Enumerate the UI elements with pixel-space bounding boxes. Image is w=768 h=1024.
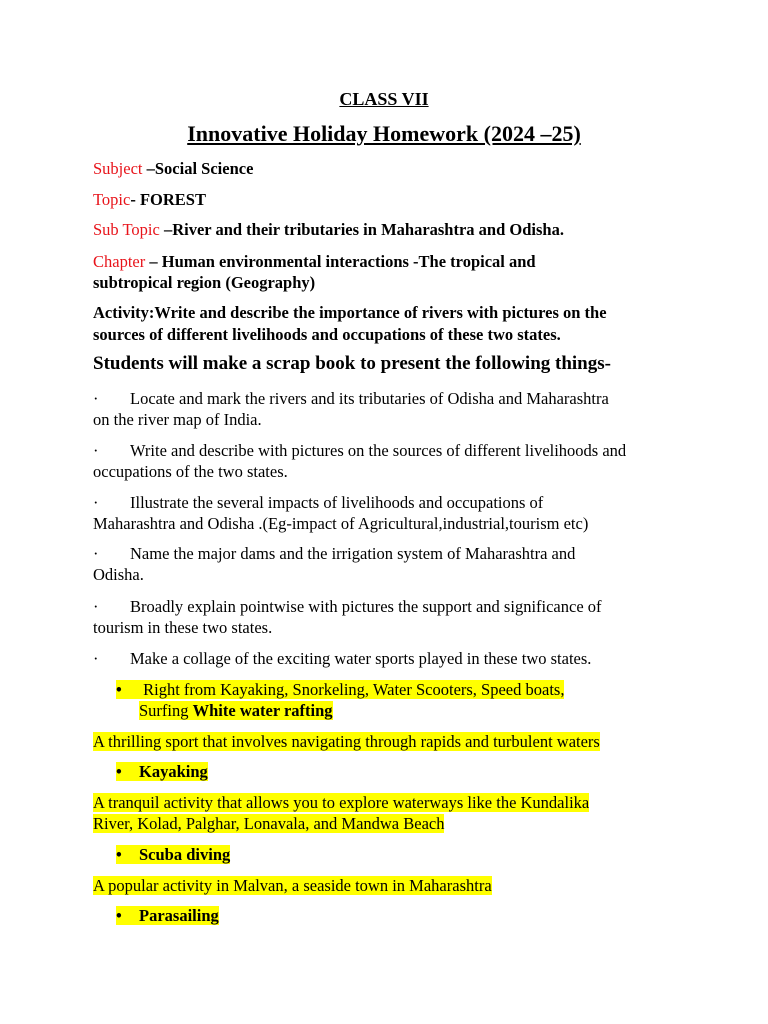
subject-label: Subject bbox=[93, 159, 143, 178]
subtopic-line bbox=[93, 219, 693, 240]
point-item bbox=[93, 596, 693, 638]
topic-label: Topic bbox=[93, 190, 131, 209]
bullet-dot: • bbox=[116, 680, 122, 699]
activity-text bbox=[93, 302, 683, 346]
point-line1: Broadly explain pointwise with pictures the support and significance of bbox=[130, 597, 602, 616]
chapter-value-line1: – Human environmental interactions -The tropical and bbox=[145, 252, 536, 271]
point-item bbox=[93, 388, 693, 430]
chapter-label: Chapter bbox=[93, 252, 146, 271]
subject-line bbox=[93, 158, 693, 179]
rafting-title: White water rafting bbox=[192, 701, 333, 720]
point-line1: Make a collage of the exciting water sports played in these two states. bbox=[130, 649, 592, 668]
bullet-dot: · bbox=[93, 441, 99, 460]
subject-value: –Social Science bbox=[142, 159, 254, 178]
topic-line bbox=[93, 189, 693, 210]
point-line2: Maharashtra and Odisha .(Eg-impact of Agricultural,industrial,tourism etc) bbox=[93, 514, 589, 533]
subtopic-label: Sub Topic bbox=[93, 220, 160, 239]
activity-line2: sources of different livelihoods and occupations of these two states. bbox=[93, 325, 561, 344]
scuba-item bbox=[116, 844, 230, 865]
point-line1: Write and describe with pictures on the sources of different livelihoods and bbox=[130, 441, 627, 460]
subtopic-value: –River and their tributaries in Maharashtra and Odisha. bbox=[159, 220, 564, 239]
chapter-value-line2: subtropical region (Geography) bbox=[93, 273, 316, 292]
kayaking-desc-line1: A tranquil activity that allows you to explore waterways like the Kundalika bbox=[93, 793, 590, 812]
point-line2: on the river map of India. bbox=[93, 410, 262, 429]
scuba-description bbox=[93, 875, 492, 896]
point-item bbox=[93, 492, 693, 534]
scuba-title: Scuba diving bbox=[139, 845, 231, 864]
sports-intro-line2: Surfing bbox=[139, 701, 193, 720]
rafting-desc-text: A thrilling sport that involves navigating through rapids and turbulent waters bbox=[93, 732, 600, 751]
rafting-description bbox=[93, 731, 600, 752]
bullet-dot: · bbox=[93, 649, 99, 668]
activity-line1: Activity:Write and describe the importance of rivers with pictures on the bbox=[93, 303, 607, 322]
bullet-dot: • bbox=[116, 845, 122, 864]
scrapbook-heading: Students will make a scrap book to present the following things- bbox=[93, 353, 611, 374]
parasailing-title: Parasailing bbox=[139, 906, 219, 925]
main-title: Innovative Holiday Homework (2024 –25) bbox=[187, 121, 581, 146]
bullet-dot: • bbox=[116, 762, 122, 781]
point-line2: Odisha. bbox=[93, 565, 144, 584]
kayaking-desc-line2: River, Kolad, Palghar, Lonavala, and Mandwa Beach bbox=[93, 814, 445, 833]
point-item bbox=[93, 440, 693, 482]
sports-intro-line1: Right from Kayaking, Snorkeling, Water Scooters, Speed boats, bbox=[139, 680, 565, 699]
bullet-dot: · bbox=[93, 389, 99, 408]
sports-intro-item bbox=[116, 679, 564, 721]
bullet-dot: · bbox=[93, 544, 99, 563]
bullet-dot: • bbox=[116, 906, 122, 925]
chapter-line bbox=[93, 251, 693, 293]
kayaking-description bbox=[93, 792, 589, 834]
point-line2: occupations of the two states. bbox=[93, 462, 288, 481]
bullet-dot: · bbox=[93, 493, 99, 512]
point-line1: Locate and mark the rivers and its tributaries of Odisha and Maharashtra bbox=[130, 389, 609, 408]
point-line2: tourism in these two states. bbox=[93, 618, 273, 637]
kayaking-title: Kayaking bbox=[139, 762, 208, 781]
parasailing-item bbox=[116, 905, 219, 926]
point-line1: Illustrate the several impacts of livelihoods and occupations of bbox=[130, 493, 544, 512]
point-item bbox=[93, 543, 693, 585]
scuba-desc-text: A popular activity in Malvan, a seaside town in Maharashtra bbox=[93, 876, 492, 895]
topic-value: - FOREST bbox=[130, 190, 206, 209]
point-line1: Name the major dams and the irrigation system of Maharashtra and bbox=[130, 544, 576, 563]
class-title: CLASS VII bbox=[339, 89, 429, 109]
bullet-dot: · bbox=[93, 597, 99, 616]
kayaking-item bbox=[116, 761, 208, 782]
point-item bbox=[93, 648, 693, 669]
